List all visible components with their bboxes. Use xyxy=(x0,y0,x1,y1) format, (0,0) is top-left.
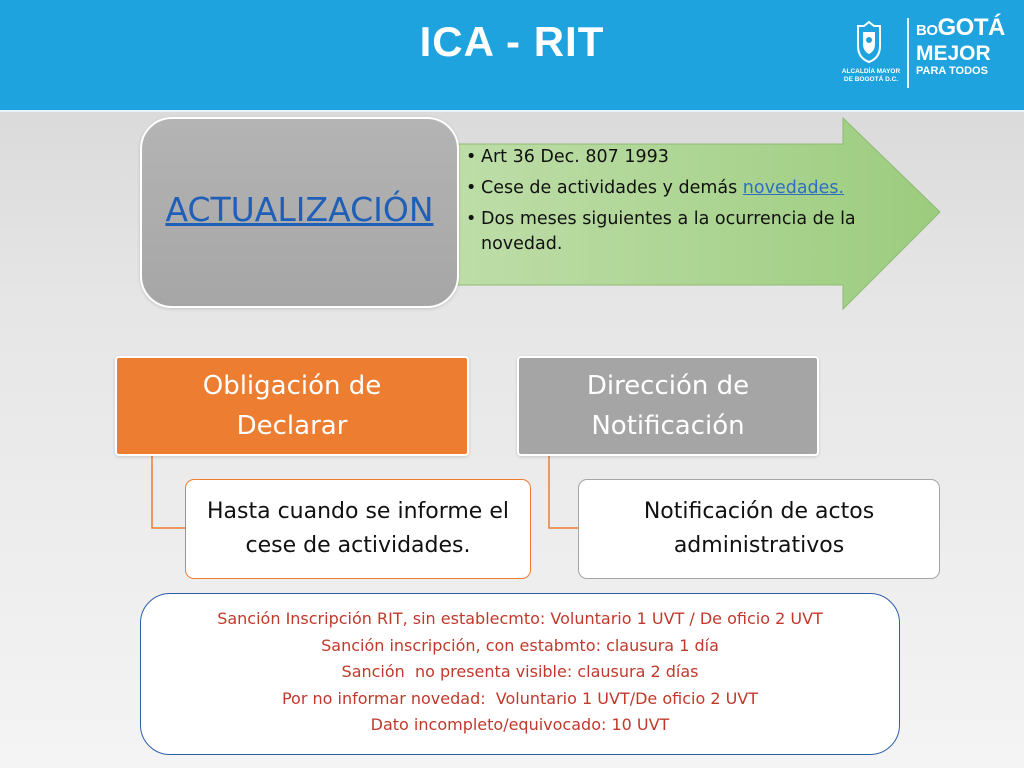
page-title: ICA - RIT xyxy=(419,18,605,65)
novedades-link[interactable]: novedades. xyxy=(742,178,845,198)
bullet-text: Art 36 Dec. 807 1993 xyxy=(481,147,669,167)
sanciones-box xyxy=(140,593,900,755)
seal-caption-line: ALCALDÍA MAYOR xyxy=(841,68,901,75)
sancion-line: Por no informar novedad: Voluntario 1 UVT/De oficio 2 UVT xyxy=(281,688,759,708)
obligacion-label: Obligación de Declarar xyxy=(202,371,382,441)
brand-line-2: MEJOR xyxy=(916,42,991,65)
bullet-text: Dos meses siguientes a la ocurrencia de la novedad. xyxy=(481,209,856,254)
sancion-line: Sanción inscripción, con estabmto: clausura 1 día xyxy=(321,635,719,655)
orange-connector xyxy=(152,456,185,528)
direccion-label: Dirección de Notificación xyxy=(586,371,750,441)
obligacion-detail-box xyxy=(185,479,531,579)
brand-prefix: BO xyxy=(916,22,938,39)
brand-line-3: PARA TODOS xyxy=(916,65,988,77)
bullet-text: Cese de actividades y demás xyxy=(481,178,743,198)
sancion-line: Sanción Inscripción RIT, sin establecmto: Voluntario 1 UVT / De oficio 2 UVT xyxy=(217,609,823,628)
obligacion-detail: Hasta cuando se informe el cese de actividades. xyxy=(207,499,509,558)
brand-line-1: GOTÁ xyxy=(937,14,1005,41)
direccion-detail: Notificación de actos administrativos xyxy=(643,499,875,558)
direccion-box xyxy=(517,356,819,456)
sancion-line: Dato incompleto/equivocado: 10 UVT xyxy=(370,715,670,734)
sancion-line: Sanción no presenta visible: clausura 2 días xyxy=(341,662,699,681)
gray-connector xyxy=(549,456,578,528)
obligacion-box xyxy=(115,356,469,456)
actualizacion-link[interactable]: ACTUALIZACIÓN xyxy=(165,190,434,229)
direccion-detail-box xyxy=(578,479,940,579)
seal-caption-line: DE BOGOTÁ D.C. xyxy=(843,76,899,83)
